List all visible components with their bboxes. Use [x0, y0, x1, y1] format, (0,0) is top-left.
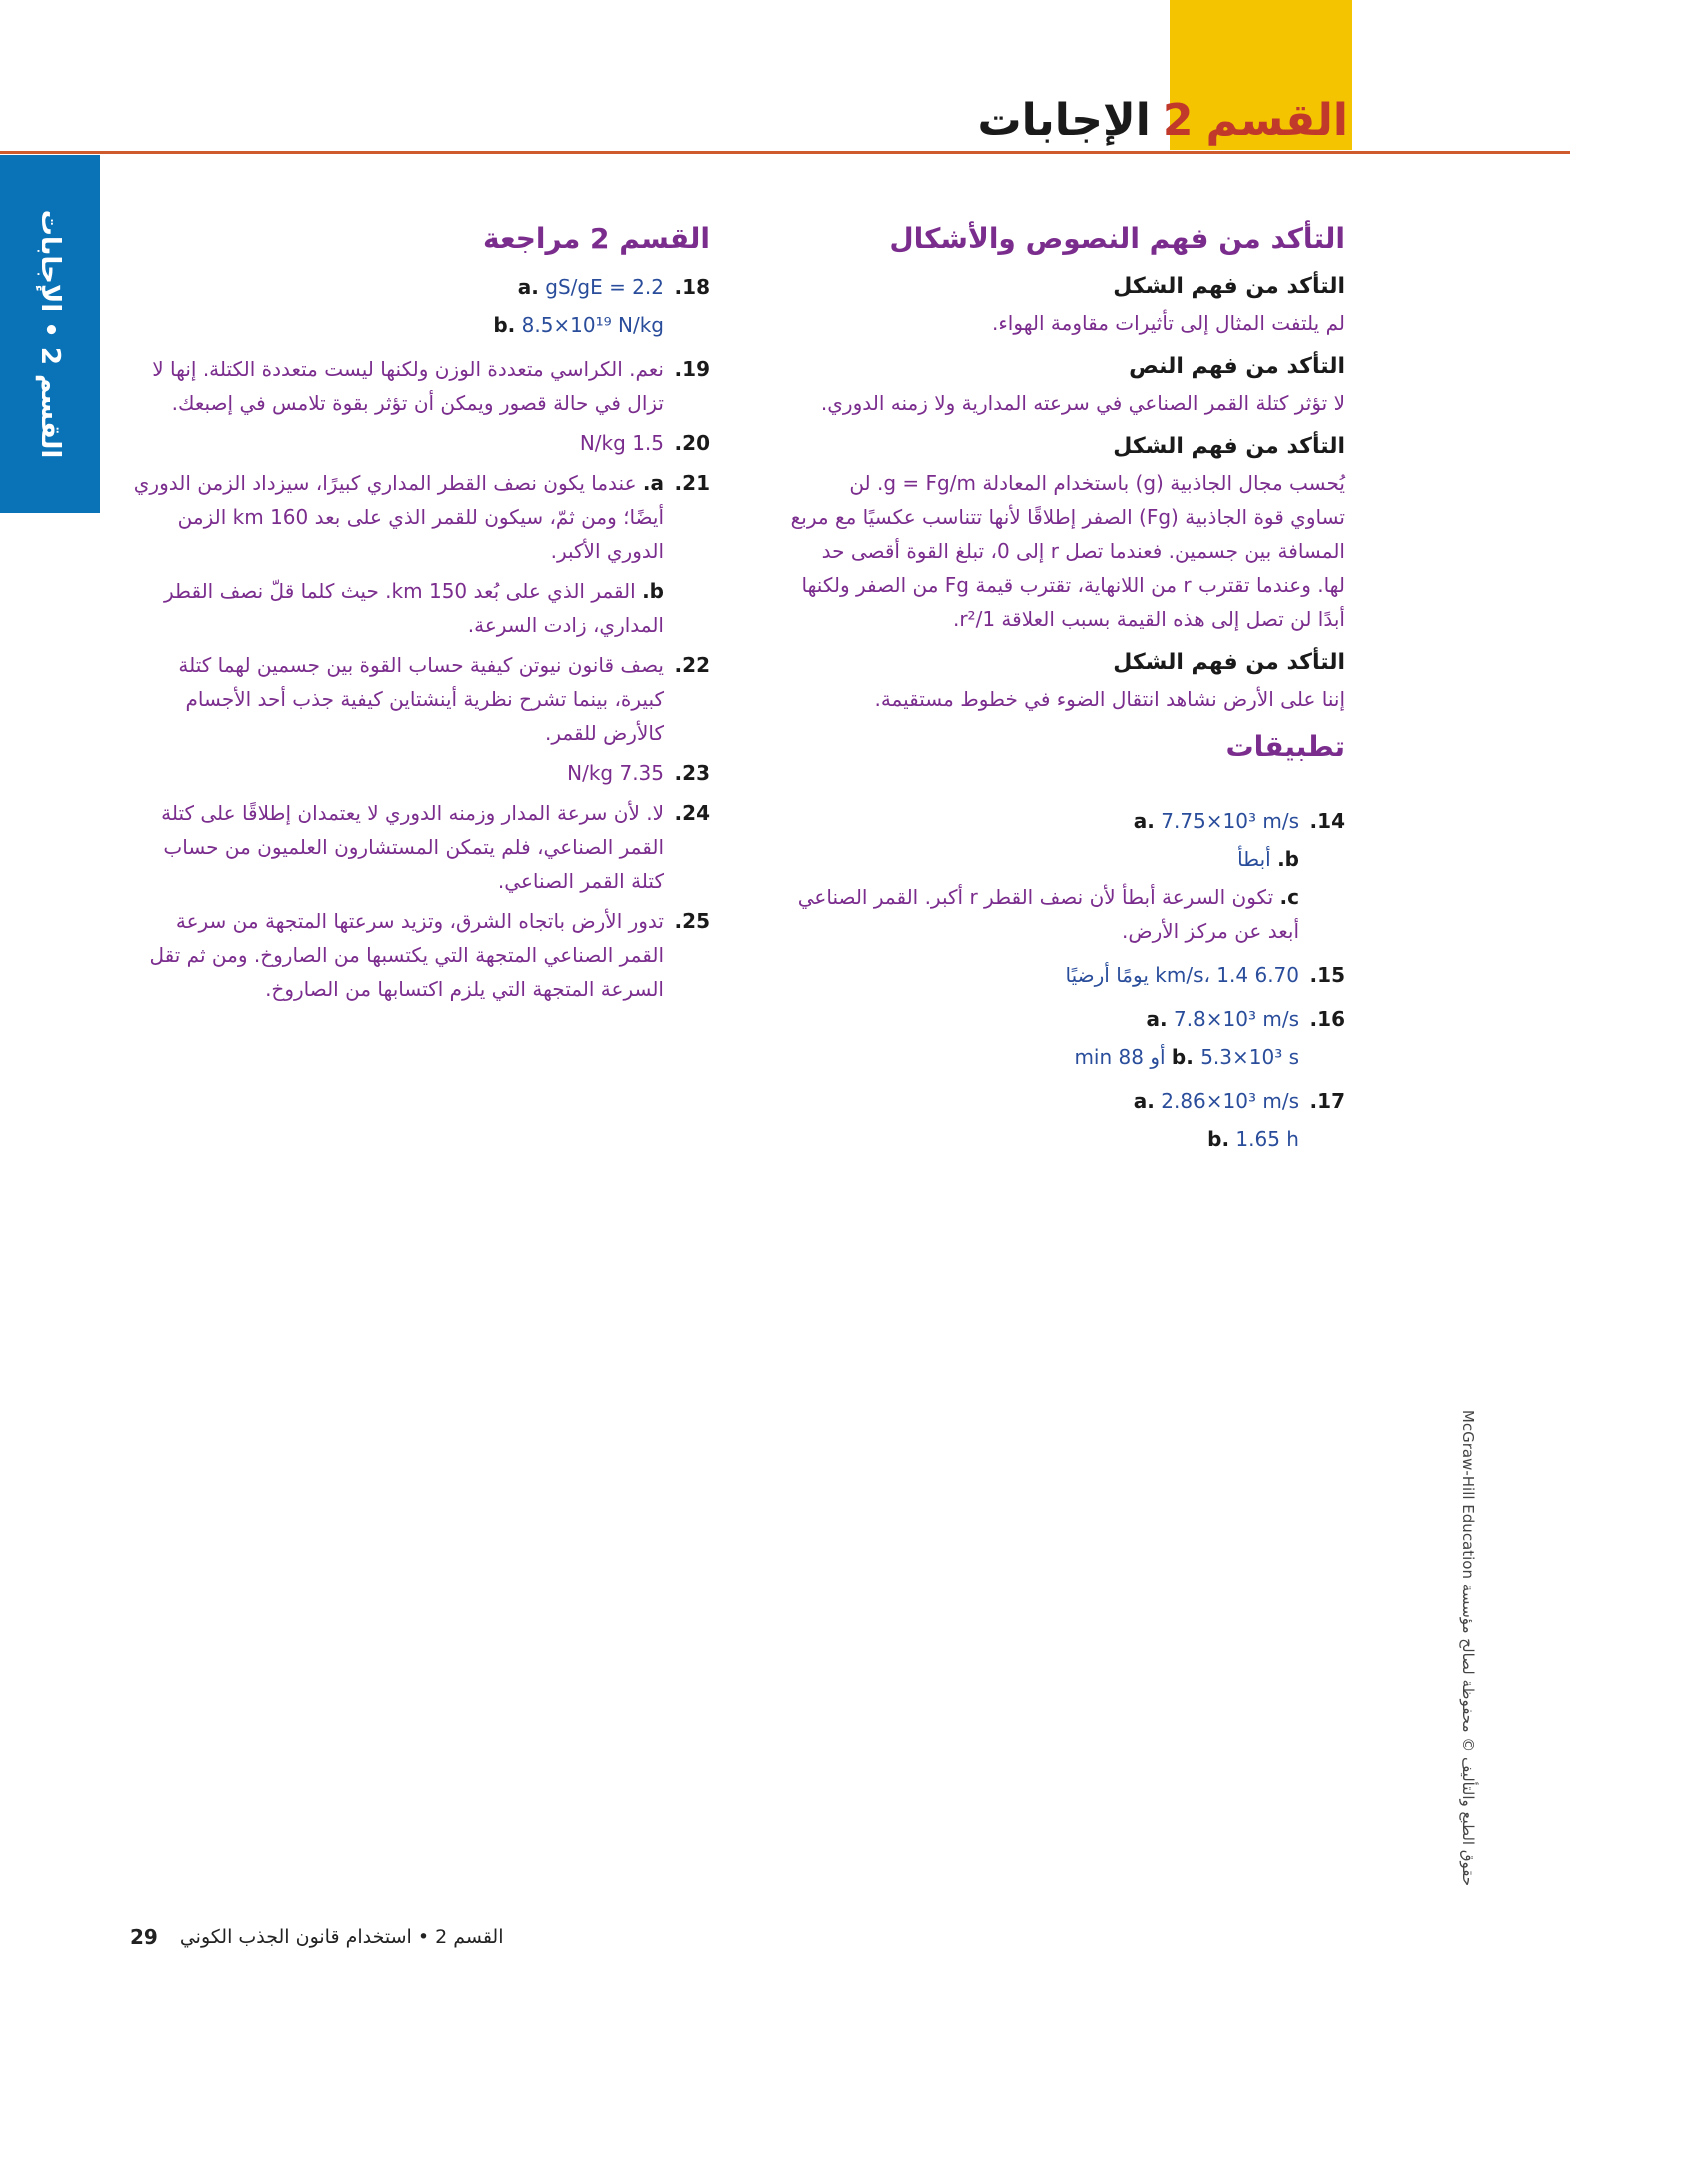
item-letter: a.	[642, 471, 664, 495]
footer-text: القسم 2 • استخدام قانون الجذب الكوني	[179, 1926, 504, 1948]
check-figure-1-heading: التأكد من فهم الشكل	[1113, 274, 1345, 299]
item-answer: نعم. الكراسي متعددة الوزن ولكنها ليست متعددة الكتلة. إنها لا تزال في حالة قصور ويمكن أن تؤثر بقوة تلامس في إصبعك.	[152, 357, 664, 415]
item-answer: 1.65 h	[1235, 1127, 1299, 1151]
item-answer: 7.8×10³ m/s	[1173, 1007, 1299, 1031]
item-letter: b.	[493, 313, 516, 337]
side-tab-label: القسم 2 • الإجابات	[35, 209, 65, 459]
item-number: 15.	[1309, 963, 1345, 987]
list-item	[132, 352, 710, 420]
item-answer: 7.35 N/kg	[567, 761, 664, 785]
check-figure-3-heading: التأكد من فهم الشكل	[1113, 650, 1345, 675]
right-heading: التأكد من فهم النصوص والأشكال	[889, 222, 1345, 255]
item-answer: عندما يكون نصف القطر المداري كبيرًا، سيزداد الزمن الدوري أيضًا؛ ومن ثمّ، سيكون للقمر الذي على بعد 160 km الزمن الدوري الأكبر.	[133, 471, 664, 563]
list-item	[790, 1002, 1345, 1078]
item-letter: a.	[1146, 1007, 1168, 1031]
check-text-heading: التأكد من فهم النص	[1129, 354, 1345, 379]
item-answer: 8.5×10¹⁹ N/kg	[521, 313, 664, 337]
item-answer: القمر الذي على بُعد 150 km. حيث كلما قلّ نصف القطر المداري، زادت السرعة.	[164, 579, 664, 637]
item-number: 25.	[674, 909, 710, 933]
page-number: 29	[130, 1925, 158, 1949]
item-number: 21.	[674, 471, 710, 495]
item-letter: a.	[1133, 809, 1155, 833]
list-item	[132, 466, 710, 642]
item-answer: تدور الأرض باتجاه الشرق، وتزيد سرعتها المتجهة من سرعة القمر الصناعي المتجهة التي يكتسبها من الصاروخ. ومن ثم تقل السرعة المتجهة التي يلزم اكتسابها من الصاروخ.	[149, 909, 664, 1001]
item-letter: b.	[1277, 847, 1299, 871]
item-number: 22.	[674, 653, 710, 677]
item-number: 19.	[674, 357, 710, 381]
section-word: القسم	[1205, 95, 1348, 146]
title-answers: الإجابات	[977, 95, 1151, 146]
review-heading: القسم 2 مراجعة	[482, 222, 710, 255]
applications-heading: تطبيقات	[1225, 730, 1345, 763]
item-letter: c.	[1279, 885, 1299, 909]
list-item	[790, 958, 1345, 996]
item-number: 20.	[674, 431, 710, 455]
list-item	[132, 904, 710, 1006]
right-column	[790, 222, 1345, 1166]
item-letter: a.	[1133, 1089, 1155, 1113]
item-number: 17.	[1309, 1089, 1345, 1113]
list-item	[132, 756, 710, 790]
section-number: 2	[1162, 95, 1194, 146]
item-answer: 1.5 N/kg	[579, 431, 664, 455]
footer	[130, 1922, 550, 1952]
list-item	[132, 426, 710, 460]
item-answer: 7.75×10³ m/s	[1161, 809, 1299, 833]
list-item	[790, 1084, 1345, 1160]
item-number: 24.	[674, 801, 710, 825]
item-answer: 2.86×10³ m/s	[1161, 1089, 1299, 1113]
left-column	[132, 222, 710, 1012]
check-figure-1-text: لم يلتفت المثال إلى تأثيرات مقاومة الهواء.	[992, 311, 1345, 335]
list-item	[132, 270, 710, 346]
check-text-text: لا تؤثر كتلة القمر الصناعي في سرعته المدارية ولا زمنه الدوري.	[820, 391, 1345, 415]
list-item	[132, 648, 710, 750]
item-answer: لا. لأن سرعة المدار وزمنه الدوري لا يعتمدان إطلاقًا على كتلة القمر الصناعي، فلم يتمكن المستشارون العلميون من حساب كتلة القمر الصناعي.	[161, 801, 664, 893]
applications-list	[790, 804, 1345, 1160]
check-figure-2-heading: التأكد من فهم الشكل	[1113, 434, 1345, 459]
list-item	[790, 804, 1345, 952]
list-item	[132, 796, 710, 898]
item-answer: 6.70 km/s، 1.4 يومًا أرضيًا	[1065, 963, 1299, 987]
item-number: 16.	[1309, 1007, 1345, 1031]
item-number: 14.	[1309, 809, 1345, 833]
item-letter: a.	[517, 275, 539, 299]
item-number: 18.	[674, 275, 710, 299]
item-answer: يصف قانون نيوتن كيفية حساب القوة بين جسمين لهما كتلة كبيرة، بينما تشرح نظرية أينشتاين كيفية جذب أحد الأجسام كالأرض للقمر.	[178, 653, 664, 745]
check-figure-2-text: يُحسب مجال الجاذبية (g) باستخدام المعادلة g = Fg/m. لن تساوي قوة الجاذبية (Fg) الصفر إطلاقًا لأنها تتناسب عكسيًا مع مربع المسافة بين جسمين. فعندما تصل r إلى 0، تبلغ القوة أقصى حد لها. وعندما تقترب r من اللانهاية، تقترب قيمة Fg من الصفر ولكنها أبدًا لن تصل إلى هذه القيمة بسبب العلاقة 1/r².	[790, 471, 1345, 631]
item-letter: b.	[642, 579, 664, 603]
item-answer: gS/gE = 2.2	[545, 275, 664, 299]
item-letter: b.	[1207, 1127, 1230, 1151]
item-letter: b.	[1171, 1045, 1194, 1069]
item-answer: 5.3×10³ s أو 88 min	[1074, 1045, 1299, 1069]
item-answer: أبطأ	[1237, 847, 1271, 871]
page-title	[977, 95, 1348, 146]
header-rule	[0, 151, 1570, 154]
item-number: 23.	[674, 761, 710, 785]
item-answer: تكون السرعة أبطأ لأن نصف القطر r أكبر. القمر الصناعي أبعد عن مركز الأرض.	[797, 885, 1299, 943]
check-figure-3-text: إننا على الأرض نشاهد انتقال الضوء في خطوط مستقيمة.	[874, 687, 1345, 711]
copyright-notice: حقوق الطبع والتأليف © محفوظة لصالح مؤسسة McGraw-Hill Education	[1459, 1409, 1477, 1887]
